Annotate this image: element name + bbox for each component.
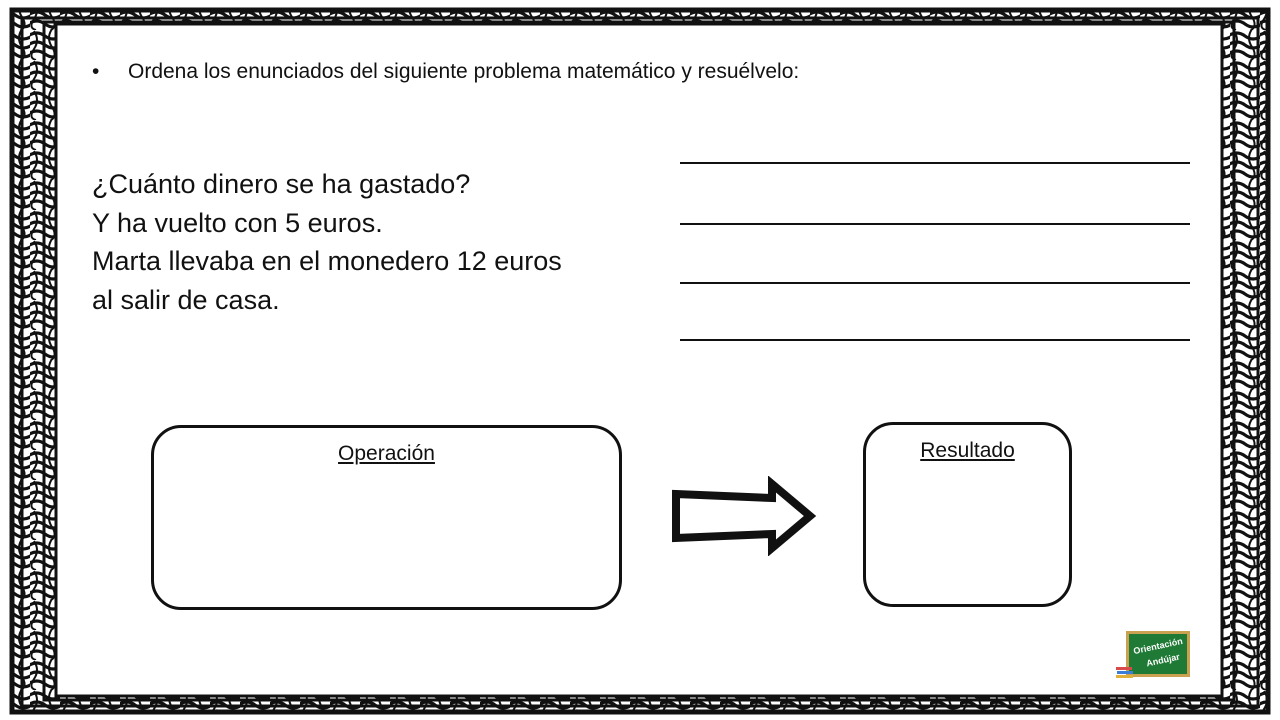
instruction [92, 60, 799, 84]
statement-line: ¿Cuánto dinero se ha gastado? [92, 169, 471, 199]
logo-text-line1: Orientación [1132, 635, 1184, 657]
result-title: Resultado [920, 439, 1015, 462]
orientacion-andujar-logo [1116, 629, 1194, 681]
logo-text-line2: Andújar [1145, 651, 1181, 669]
statement-line: Marta llevaba en el monedero 12 euros [92, 246, 562, 276]
right-arrow-icon [668, 476, 818, 556]
operation-title: Operación [338, 442, 435, 465]
answer-line-2[interactable] [680, 223, 1190, 225]
problem-statements [92, 165, 562, 319]
bullet: • [92, 60, 100, 83]
chalkboard [1129, 634, 1187, 674]
instruction-text: Ordena los enunciados del siguiente problema matemático y resuélvelo: [128, 60, 800, 83]
result-box[interactable] [863, 422, 1072, 607]
statement-line: al salir de casa. [92, 284, 280, 315]
answer-line-3[interactable] [680, 282, 1190, 284]
answer-line-1[interactable] [680, 162, 1190, 164]
statement-line: Y ha vuelto con 5 euros. [92, 207, 383, 238]
operation-box[interactable] [151, 425, 622, 610]
answer-line-4[interactable] [680, 339, 1190, 341]
books-icon [1116, 667, 1134, 679]
